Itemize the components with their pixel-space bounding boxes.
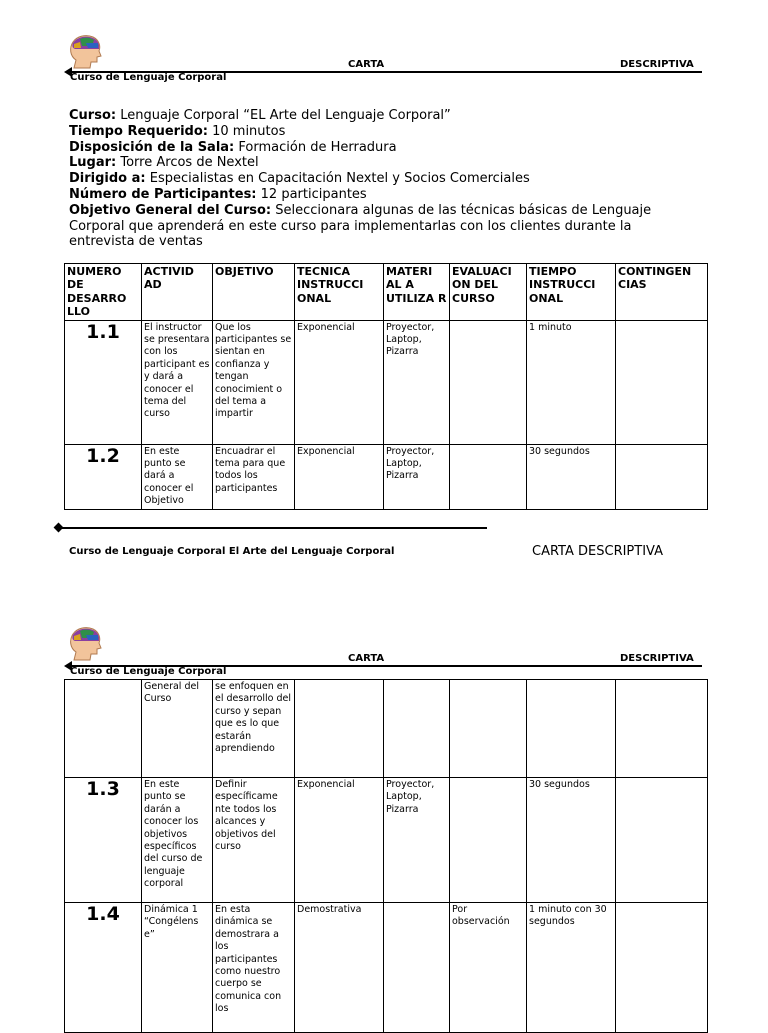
head-brain-icon bbox=[66, 34, 106, 70]
table-cell: 30 segundos bbox=[527, 778, 616, 903]
table-cell: Exponencial bbox=[295, 778, 384, 903]
head-brain-icon bbox=[66, 626, 106, 662]
table-cell: 1 minuto con 30 segundos bbox=[527, 903, 616, 1033]
table-cell bbox=[527, 680, 616, 778]
footer-course-title: Curso de Lenguaje Corporal El Arte del Lenguaje Corporal bbox=[69, 546, 395, 557]
table-cell: 30 segundos bbox=[527, 444, 616, 509]
table-cell: Exponencial bbox=[295, 444, 384, 509]
table-cell: 1 minuto bbox=[527, 320, 616, 444]
table-cell: Que los participantes se sientan en confianza y tengan conocimient o del tema a impartir bbox=[213, 320, 295, 444]
info-curso: Curso: Lenguaje Corporal “EL Arte del Lenguaje Corporal” bbox=[69, 108, 451, 123]
table-cell bbox=[616, 320, 708, 444]
header-descriptiva: DESCRIPTIVA bbox=[620, 653, 694, 664]
table-cell: Proyector, Laptop, Pizarra bbox=[384, 320, 450, 444]
table-cell: Encuadrar el tema para que todos los participantes bbox=[213, 444, 295, 509]
col-tiempo: TIEMPO INSTRUCCI ONAL bbox=[527, 264, 616, 321]
table-cell: Demostrativa bbox=[295, 903, 384, 1033]
table-cell bbox=[450, 444, 527, 509]
course-table-page1 bbox=[64, 263, 708, 510]
table-cell: Proyector, Laptop, Pizarra bbox=[384, 778, 450, 903]
course-info bbox=[69, 108, 687, 250]
info-lugar: Lugar: Torre Arcos de Nextel bbox=[69, 155, 259, 171]
table-row bbox=[65, 903, 708, 1033]
col-actividad: ACTIVID AD bbox=[142, 264, 213, 321]
info-dirigido: Dirigido a: Especialistas en Capacitación Nextel y Socios Comerciales bbox=[69, 171, 530, 187]
table-row bbox=[65, 680, 708, 778]
table-header-row bbox=[65, 264, 708, 321]
info-tiempo: Tiempo Requerido: 10 minutos bbox=[69, 123, 286, 139]
table-row bbox=[65, 444, 708, 509]
table-row bbox=[65, 778, 708, 903]
row-number: 1.4 bbox=[65, 903, 142, 1033]
col-objetivo: OBJETIVO bbox=[213, 264, 295, 321]
row-number: 1.1 bbox=[65, 320, 142, 444]
table-cell bbox=[295, 680, 384, 778]
table-cell bbox=[616, 903, 708, 1033]
footer-rule bbox=[60, 527, 487, 529]
row-number: 1.2 bbox=[65, 444, 142, 509]
header-descriptiva: DESCRIPTIVA bbox=[620, 59, 694, 70]
table-cell bbox=[450, 680, 527, 778]
table-row bbox=[65, 320, 708, 444]
table-cell: El instructor se presentara con los participant es y dará a conocer el tema del curso bbox=[142, 320, 213, 444]
table-cell bbox=[450, 320, 527, 444]
footer-carta-descriptiva: CARTA DESCRIPTIVA bbox=[532, 544, 664, 559]
table-cell bbox=[616, 444, 708, 509]
info-objetivo: Objetivo General del Curso: Seleccionara algunas de las técnicas básicas de Lenguaje Corporal que aprenderá en este curso para implementarlas con los clientes durante la entrevista de ventas bbox=[69, 202, 652, 250]
row-number: 1.3 bbox=[65, 778, 142, 903]
info-disposicion: Disposición de la Sala: Formación de Herradura bbox=[69, 139, 397, 155]
table-cell: En este punto se dará a conocer el Objetivo bbox=[142, 444, 213, 509]
table-cell: Proyector, Laptop, Pizarra bbox=[384, 444, 450, 509]
table-cell bbox=[450, 778, 527, 903]
header-subtitle: Curso de Lenguaje Corporal bbox=[70, 72, 227, 83]
table-cell: General del Curso bbox=[142, 680, 213, 778]
table-cell: Por observación bbox=[450, 903, 527, 1033]
table-cell bbox=[384, 680, 450, 778]
table-cell: se enfoquen en el desarrollo del curso y sepan que es lo que estarán aprendiendo bbox=[213, 680, 295, 778]
col-evaluacion: EVALUACI ON DEL CURSO bbox=[450, 264, 527, 321]
col-contingencias: CONTINGEN CIAS bbox=[616, 264, 708, 321]
col-tecnica: TECNICA INSTRUCCI ONAL bbox=[295, 264, 384, 321]
table-cell: En este punto se darán a conocer los objetivos específicos del curso de lenguaje corporal bbox=[142, 778, 213, 903]
info-participantes: Número de Participantes: 12 participantes bbox=[69, 186, 367, 202]
header-carta: CARTA bbox=[348, 59, 385, 70]
table-cell: Definir específicame nte todos los alcances y objetivos del curso bbox=[213, 778, 295, 903]
table-cell: Dinámica 1 “Congélens e” bbox=[142, 903, 213, 1033]
table-cell: Exponencial bbox=[295, 320, 384, 444]
col-numero: NUMERO DE DESARRO LLO bbox=[65, 264, 142, 321]
header-subtitle: Curso de Lenguaje Corporal bbox=[70, 666, 227, 677]
table-cell bbox=[616, 778, 708, 903]
table-cell bbox=[384, 903, 450, 1033]
table-cell bbox=[616, 680, 708, 778]
header-carta: CARTA bbox=[348, 653, 385, 664]
course-table-page2 bbox=[64, 679, 708, 1033]
row-number bbox=[65, 680, 142, 778]
table-cell: En esta dinámica se demostrara a los participantes como nuestro cuerpo se comunica con los bbox=[213, 903, 295, 1033]
col-material: MATERI AL A UTILIZA R bbox=[384, 264, 450, 321]
